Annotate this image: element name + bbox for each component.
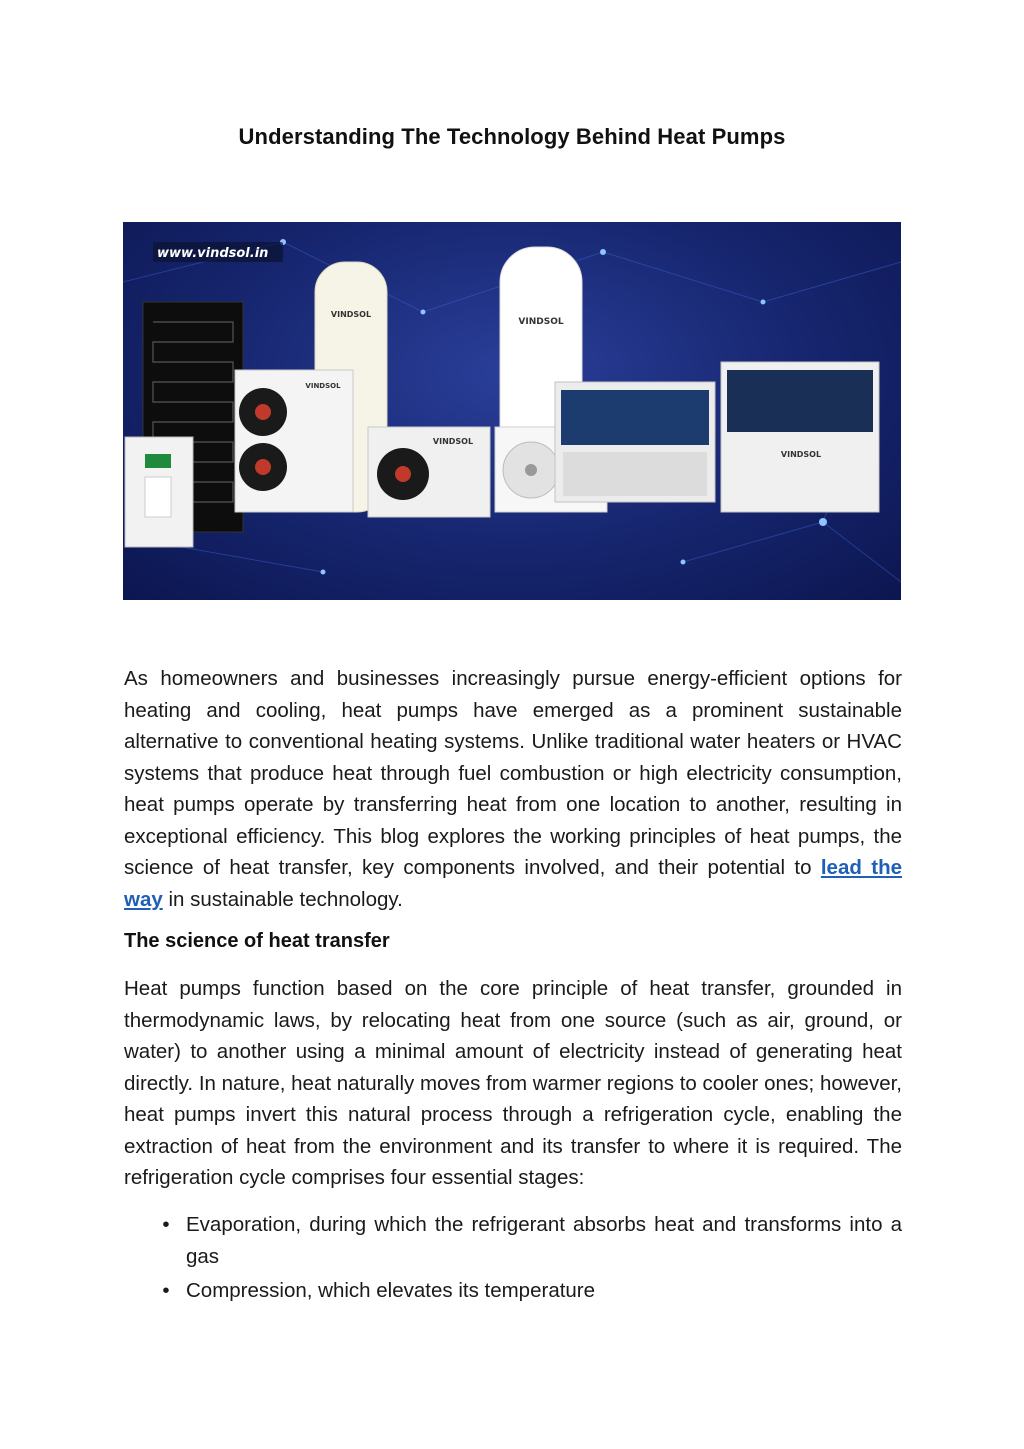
large-unit-brand: VINDSOL (780, 450, 822, 459)
bullet-icon: • (162, 1213, 170, 1236)
list-item (124, 1275, 902, 1307)
tank-brand-left: VINDSOL (330, 310, 372, 319)
commercial-heat-pump-unit (555, 382, 715, 502)
small-heat-pump-unit (368, 427, 490, 517)
small-unit-brand: VINDSOL (432, 437, 474, 446)
intro-text-end: in sustainable technology. (162, 887, 403, 911)
large-commercial-unit (721, 362, 879, 512)
list-item (124, 1209, 902, 1272)
stages-list (124, 1209, 902, 1310)
watermark-text: www.vindsol.in (157, 246, 269, 261)
intro-text-start: As homeowners and businesses increasingly pursue energy-efficient options for heating and cooling, heat pumps have emerged as a prominent sustainable alternative to conventional heating systems. Unlike traditional water heaters or HVAC systems that produce heat through fuel combustion or high electricity consumption, heat pumps operate by transferring heat from one location to another, resulting in exceptional efficiency. This blog explores the working principles of heat pumps, the science of heat transfer, key components involved, and their potential to (124, 667, 902, 879)
hero-image (123, 222, 901, 600)
list-item-text: Compression, which elevates its temperature (186, 1279, 596, 1302)
twin-fan-brand: VINDSOL (305, 382, 341, 390)
bullet-icon: • (162, 1279, 170, 1302)
section-heading: The science of heat transfer (124, 930, 390, 952)
twin-fan-unit (235, 370, 353, 512)
section-paragraph: Heat pumps function based on the core principle of heat transfer, grounded in thermodynamic laws, by relocating heat from one source (such as air, ground, or water) to another using a minimal amount of electricity instead of generating heat directly. In nature, heat naturally moves from warmer regions to cooler ones; however, heat pumps invert this natural process through a refrigeration cycle, enabling the extraction of heat from the environment and its transfer to where it is required. The refrigeration cycle comprises four essential stages: (124, 977, 902, 1189)
page-title: Understanding The Technology Behind Heat Pumps (238, 124, 786, 149)
controller-unit (125, 437, 193, 547)
list-item-text: Evaporation, during which the refrigerant absorbs heat and transforms into a gas (186, 1213, 902, 1268)
lead-the-way-link[interactable]: lead the way (124, 856, 903, 911)
intro-paragraph (124, 663, 902, 915)
tank-brand-right: VINDSOL (518, 317, 564, 327)
